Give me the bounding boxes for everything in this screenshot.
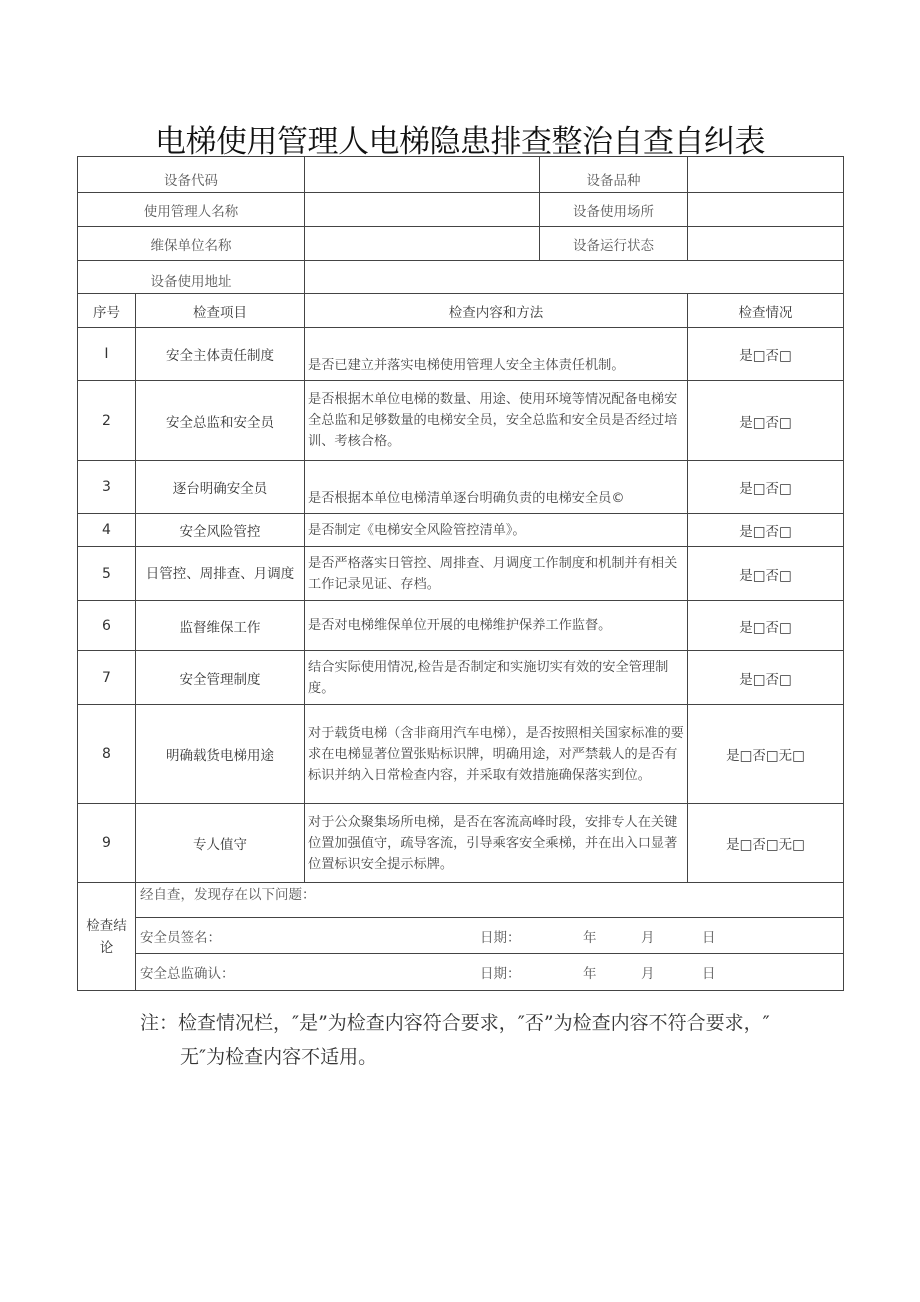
issues-field[interactable] bbox=[136, 883, 844, 918]
row-item: 安全风险管控 bbox=[136, 514, 305, 547]
row-item: 日管控、周排查、月调度 bbox=[136, 547, 305, 601]
row-status-checkbox[interactable]: 是□否□ bbox=[688, 651, 844, 705]
header-row bbox=[78, 294, 844, 328]
info-row-address bbox=[78, 261, 844, 294]
row-number: I bbox=[78, 328, 136, 381]
row-number: 7 bbox=[78, 651, 136, 705]
row-item: 明确载货电梯用途 bbox=[136, 705, 305, 804]
table-row bbox=[78, 705, 844, 804]
row-status-checkbox[interactable]: 是□否□ bbox=[688, 514, 844, 547]
device-type-value[interactable] bbox=[688, 157, 844, 193]
row-number: 6 bbox=[78, 601, 136, 651]
info-row-maint-unit bbox=[78, 227, 844, 261]
maint-unit-value[interactable] bbox=[305, 227, 540, 261]
row-number: 4 bbox=[78, 514, 136, 547]
conclusion-row-officer bbox=[78, 918, 844, 954]
officer-year-label: 年 bbox=[583, 929, 597, 946]
director-day-label: 日 bbox=[702, 966, 716, 982]
run-status-value[interactable] bbox=[688, 227, 844, 261]
row-item: 安全总监和安全员 bbox=[136, 381, 305, 461]
conclusion-row-issues bbox=[78, 883, 844, 918]
user-name-value[interactable] bbox=[305, 193, 540, 227]
row-number: 8 bbox=[78, 705, 136, 804]
director-year-label: 年 bbox=[583, 966, 597, 982]
issues-text: 经自查，发现存在以下问题： bbox=[140, 887, 316, 903]
run-status-label: 设备运行状态 bbox=[540, 227, 688, 261]
row-number: 3 bbox=[78, 461, 136, 514]
director-label: 安全总监确认： bbox=[140, 966, 235, 982]
director-signature-field[interactable] bbox=[136, 954, 844, 991]
row-status-checkbox[interactable]: 是□否□无□ bbox=[688, 804, 844, 883]
row-status-checkbox[interactable]: 是□否□ bbox=[688, 601, 844, 651]
table-row bbox=[78, 328, 844, 381]
footnote-line-2: 无″为检查内容不适用。 bbox=[180, 1046, 378, 1068]
conclusion-label: 检查结论 bbox=[78, 883, 136, 991]
row-content: 是否根据本单位电梯清单逐台明确负责的电梯安全员© bbox=[305, 461, 688, 514]
row-number: 9 bbox=[78, 804, 136, 883]
row-content: 是否根据木单位电梯的数量、用途、使用环境等情况配备电梯安全总监和足够数量的电梯安全员，安全总监和安全员是否经过培训、考核合格。 bbox=[305, 381, 688, 461]
header-seq: 序号 bbox=[78, 294, 136, 328]
officer-label: 安全员签名： bbox=[140, 929, 221, 946]
table-row bbox=[78, 804, 844, 883]
row-number: 5 bbox=[78, 547, 136, 601]
inspection-table bbox=[77, 156, 844, 991]
use-place-label: 设备使用场所 bbox=[540, 193, 688, 227]
table-row bbox=[78, 651, 844, 705]
row-content: 是否对电梯维保单位开展的电梯维护保养工作监督。 bbox=[305, 601, 688, 651]
page-title: 电梯使用管理人电梯隐患排查整治自查自纠表 bbox=[155, 124, 765, 160]
officer-day-label: 日 bbox=[702, 929, 716, 946]
officer-signature-field[interactable] bbox=[136, 918, 844, 954]
officer-date-label: 日期： bbox=[480, 929, 521, 946]
header-item: 检查项目 bbox=[136, 294, 305, 328]
table-row bbox=[78, 461, 844, 514]
row-item: 安全管理制度 bbox=[136, 651, 305, 705]
row-content: 是否制定《电梯安全风险管控清单》。 bbox=[305, 514, 688, 547]
header-content: 检查内容和方法 bbox=[305, 294, 688, 328]
table-row bbox=[78, 381, 844, 461]
row-status-checkbox[interactable]: 是□否□ bbox=[688, 381, 844, 461]
conclusion-row-director bbox=[78, 954, 844, 991]
device-code-label: 设备代码 bbox=[78, 157, 305, 193]
footnote bbox=[140, 1006, 770, 1074]
info-row-device-code bbox=[78, 157, 844, 193]
row-item: 专人值守 bbox=[136, 804, 305, 883]
row-number: 2 bbox=[78, 381, 136, 461]
use-place-value[interactable] bbox=[688, 193, 844, 227]
table-row bbox=[78, 601, 844, 651]
table-row bbox=[78, 547, 844, 601]
officer-month-label: 月 bbox=[641, 929, 655, 946]
row-content: 是否已建立并落实电梯使用管理人安全主体责任机制。 bbox=[305, 328, 688, 381]
address-label: 设备使用地址 bbox=[78, 261, 305, 294]
address-value[interactable] bbox=[305, 261, 844, 294]
user-name-label: 使用管理人名称 bbox=[78, 193, 305, 227]
table-row bbox=[78, 514, 844, 547]
director-date-label: 日期： bbox=[480, 966, 521, 982]
device-code-value[interactable] bbox=[305, 157, 540, 193]
footnote-line-1: 注：检查情况栏，″是”为检查内容符合要求，″否”为检查内容不符合要求，″ bbox=[140, 1012, 770, 1034]
row-status-checkbox[interactable]: 是□否□无□ bbox=[688, 705, 844, 804]
row-status-checkbox[interactable]: 是□否□ bbox=[688, 461, 844, 514]
row-item: 逐台明确安全员 bbox=[136, 461, 305, 514]
row-item: 监督维保工作 bbox=[136, 601, 305, 651]
header-result: 检查情况 bbox=[688, 294, 844, 328]
row-item: 安全主体责任制度 bbox=[136, 328, 305, 381]
device-type-label: 设备品种 bbox=[540, 157, 688, 193]
row-content: 是否严格落实日管控、周排查、月调度工作制度和机制并有相关工作记录见证、存档。 bbox=[305, 547, 688, 601]
info-row-user-name bbox=[78, 193, 844, 227]
maint-unit-label: 维保单位名称 bbox=[78, 227, 305, 261]
row-status-checkbox[interactable]: 是□否□ bbox=[688, 547, 844, 601]
row-status-checkbox[interactable]: 是□否□ bbox=[688, 328, 844, 381]
row-content: 对于公众聚集场所电梯，是否在客流高峰时段，安排专人在关键位置加强值守，疏导客流，引导乘客安全乘梯，并在出入口显著位置标识安全提示标牌。 bbox=[305, 804, 688, 883]
director-month-label: 月 bbox=[641, 966, 655, 982]
row-content: 对于载货电梯（含非商用汽车电梯），是否按照相关国家标准的要求在电梯显著位置张贴标识牌，明确用途，对严禁载人的是否有标识并纳入日常检查内容，并采取有效措施确保落实到位。 bbox=[305, 705, 688, 804]
row-content: 结合实际使用情况,检告是否制定和实施切实有效的安全管理制度。 bbox=[305, 651, 688, 705]
